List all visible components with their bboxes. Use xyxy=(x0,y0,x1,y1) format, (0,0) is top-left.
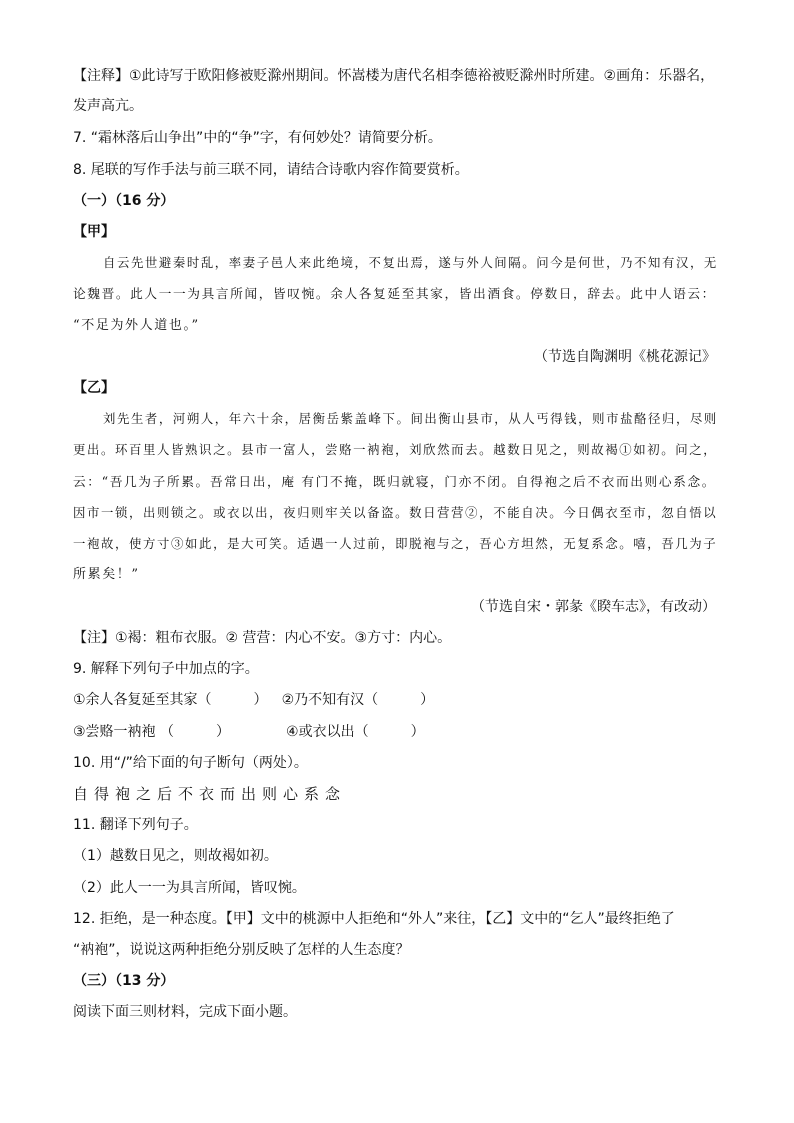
passage-jia-line-1: 自云先世避秦时乱，率妻子邑人来此绝境，不复出焉，遂与外人间隔。问今是何世，乃不知有汉，无 xyxy=(103,256,718,270)
question-11-item-1: （1）越数日见之，则故褐如初。 xyxy=(73,848,278,864)
section-1-heading: （一）（16 分） xyxy=(73,193,175,209)
section-3-heading: （三）（13 分） xyxy=(73,973,175,989)
passage-yi-source: （节选自宋・郭彖《睽车志》，有改动） xyxy=(471,599,716,615)
passage-yi-line-5: 一袍故，使方寸③如此，是大可笑。适遇一人过前，即脱袍与之，吾心方坦然，无复系念。嘻，吾几为子 xyxy=(73,536,718,551)
question-8: 8. 尾联的写作手法与前三联不同，请结合诗歌内容作简要赏析。 xyxy=(73,162,469,178)
passage-yi-line-1: 刘先生者，河朔人，年六十余，居衡岳紫盖峰下。间出衡山县市，从人丐得钱，则市盐酪径归，尽则 xyxy=(103,412,718,426)
question-9-item-1: ①余人各复延至其家（ ） xyxy=(73,692,268,708)
passage-jia-label: 【甲】 xyxy=(73,224,115,240)
passage-yi-notes: 【注】①褐：粗布衣服。② 营营：内心不安。③方寸：内心。 xyxy=(73,630,452,646)
poem-annotation-line-2: 发声高亢。 xyxy=(73,98,143,114)
passage-yi-line-6: 所累矣！” xyxy=(73,567,140,582)
passage-jia-line-3: “不足为外人道也。” xyxy=(73,318,200,333)
question-12-line-1: 12. 拒绝，是一种态度。【甲】文中的桃源中人拒绝和“外人”来往，【乙】文中的“乞人”最终拒绝了 xyxy=(73,911,675,927)
passage-yi-line-2: 更出。环百里人皆熟识之。县市一富人，尝赂一衲袍，刘欣然而去。越数日见之，则故褐①如初。问之， xyxy=(73,442,718,457)
passage-jia-line-2: 论魏晋。此人一一为具言所闻，皆叹惋。余人各复延至其家，皆出酒食。停数日，辞去。此中人语云： xyxy=(73,286,716,301)
passage-yi-label: 【乙】 xyxy=(73,380,115,396)
question-10-sentence: 自得袍之后不衣而出则心系念 xyxy=(73,785,347,803)
passage-yi-line-4: 因市一锁，出则锁之。或衣以出，夜归则牢关以备盗。数日营营②，不能自决。今日偶衣至市，忽自悟以 xyxy=(73,505,718,520)
question-7: 7. “霜林落后山争出”中的“争”字，有何妙处？请简要分析。 xyxy=(73,130,442,146)
question-9-item-4: ④或衣以出（ ） xyxy=(286,724,425,740)
passage-jia-source: （节选自陶渊明《桃花源记》 xyxy=(534,349,716,365)
poem-annotation-line-1: 【注释】①此诗写于欧阳修被贬滁州期间。怀嵩楼为唐代名相李德裕被贬滁州时所建。②画角：乐器名， xyxy=(73,68,715,84)
question-9-item-3: ③尝赂一衲袍 （ ） xyxy=(73,724,231,740)
question-9-row-1 xyxy=(73,690,721,710)
question-10-title: 10. 用“/”给下面的句子断句（两处）。 xyxy=(73,755,308,771)
passage-yi-line-3: 云：“吾几为子所累。吾常日出，庵 有门不掩，既归就寝，门亦不闭。自得袍之后不衣而出则心系念。 xyxy=(73,474,717,489)
question-9-title: 9. 解释下列句子中加点的字。 xyxy=(73,661,259,677)
question-9-row-2 xyxy=(73,722,721,742)
question-9-item-2: ②乃不知有汉（ ） xyxy=(281,692,435,708)
question-11-title: 11. 翻译下列句子。 xyxy=(73,817,198,833)
question-12-line-2: “衲袍”，说说这两种拒绝分别反映了怎样的人生态度？ xyxy=(73,942,410,958)
section-3-intro: 阅读下面三则材料，完成下面小题。 xyxy=(73,1004,297,1020)
question-11-item-2: （2）此人一一为具言所闻，皆叹惋。 xyxy=(73,880,306,896)
